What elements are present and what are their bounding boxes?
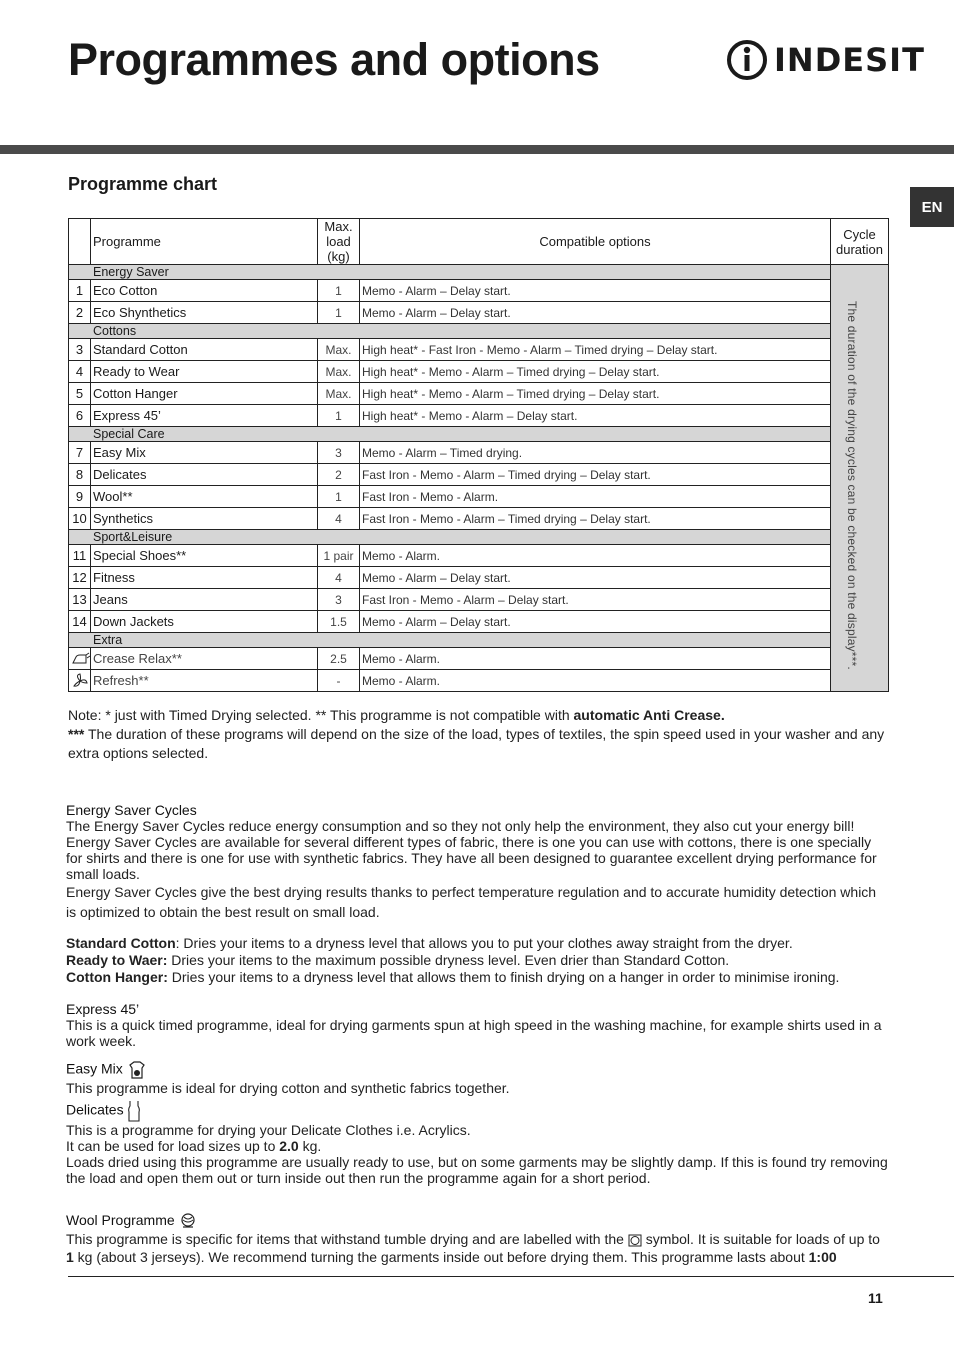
cotton-section <box>66 935 888 986</box>
row-options: Memo - Alarm – Delay start. <box>360 567 831 589</box>
row-options: High heat* - Fast Iron - Memo - Alarm – Timed drying – Delay start. <box>360 339 831 361</box>
table-row <box>69 589 889 611</box>
cotton-text: : Dries your items to a dryness level that allows you to put your clothes away straight from the dryer. <box>175 935 793 951</box>
row-load: 3 <box>318 442 360 464</box>
cotton-line <box>66 969 888 986</box>
group-row <box>69 265 889 280</box>
header-max-load: Max. load (kg) <box>318 219 360 265</box>
group-row <box>69 633 889 648</box>
row-options: Fast Iron - Memo - Alarm – Delay start. <box>360 589 831 611</box>
delicates-l2b: 2.0 <box>279 1138 299 1154</box>
table-row <box>69 339 889 361</box>
row-number: 10 <box>69 508 91 530</box>
row-programme: Crease Relax** <box>91 648 318 670</box>
row-load: 1.5 <box>318 611 360 633</box>
cotton-label: Cotton Hanger: <box>66 969 168 985</box>
row-number: 14 <box>69 611 91 633</box>
row-programme: Eco Shynthetics <box>91 302 318 324</box>
language-tab: EN <box>910 187 954 227</box>
row-load: 1 pair <box>318 545 360 567</box>
table-row <box>69 486 889 508</box>
group-label: Special Care <box>69 427 831 442</box>
row-options: Memo - Alarm. <box>360 545 831 567</box>
row-options: Fast Iron - Memo - Alarm – Timed drying – Delay start. <box>360 508 831 530</box>
row-programme: Eco Cotton <box>91 280 318 302</box>
iron-icon <box>69 648 91 670</box>
easymix-heading: Easy Mix <box>66 1060 123 1077</box>
row-number: 2 <box>69 302 91 324</box>
table-note <box>68 706 888 763</box>
row-number: 12 <box>69 567 91 589</box>
row-load: 2.5 <box>318 648 360 670</box>
table-row <box>69 383 889 405</box>
energy-p3: Energy Saver Cycles give the best drying results thanks to perfect temperature regulation and to accurate humidity detection which is optimized to obtain the best result on small load. <box>66 884 877 920</box>
row-load: Max. <box>318 383 360 405</box>
row-number: 8 <box>69 464 91 486</box>
row-number: 1 <box>69 280 91 302</box>
row-programme: Wool** <box>91 486 318 508</box>
group-row <box>69 427 889 442</box>
row-number: 7 <box>69 442 91 464</box>
express-heading: Express 45’ <box>66 1001 140 1017</box>
table-row <box>69 464 889 486</box>
note-text-2: The duration of these programs will depend on the size of the load, types of textiles, the spin speed used in your washer and any extra options selected. <box>68 726 885 761</box>
cotton-text: Dries your items to a dryness level that allows them to finish drying on a hanger in order to minimise ironing. <box>167 969 840 985</box>
easy-mix-icon <box>127 1060 147 1080</box>
delicates-l2a: It can be used for load sizes up to <box>66 1138 280 1154</box>
duration-note: The duration of the drying cycles can be checked on the display***. <box>845 301 859 670</box>
wool-heading: Wool Programme <box>66 1212 175 1228</box>
wool-t1: This programme is specific for items that withstand tumble drying and are labelled with the <box>66 1231 628 1248</box>
delicates-heading: Delicates <box>66 1101 124 1118</box>
wool-t5: 1:00 <box>808 1249 837 1266</box>
indesit-logo-icon <box>726 39 768 81</box>
table-header-row <box>69 219 889 265</box>
table-row <box>69 405 889 427</box>
fan-icon <box>69 670 91 692</box>
delicates-l3: Loads dried using this programme are usually ready to use, but on some garments may be slightly damp. If this is found try removing the load and open them out or turn inside out then run the programme again for a short period. <box>66 1154 888 1186</box>
row-programme: Ready to Wear <box>91 361 318 383</box>
row-programme: Synthetics <box>91 508 318 530</box>
note-text: : * just with Timed Drying selected. ** This programme is not compatible with <box>97 707 574 723</box>
note-line-1 <box>68 706 888 725</box>
row-load: Max. <box>318 361 360 383</box>
duration-cell <box>831 265 889 692</box>
row-options: Fast Iron - Memo - Alarm – Timed drying – Delay start. <box>360 464 831 486</box>
row-options: Memo - Alarm – Timed drying. <box>360 442 831 464</box>
brand-name: INDESIT <box>774 41 925 79</box>
row-programme: Express 45’ <box>91 405 318 427</box>
row-options: Memo - Alarm. <box>360 670 831 692</box>
row-load: 4 <box>318 567 360 589</box>
table-row <box>69 508 889 530</box>
row-load: 1 <box>318 280 360 302</box>
row-load: 1 <box>318 486 360 508</box>
table-row <box>69 567 889 589</box>
energy-heading: Energy Saver Cycles <box>66 802 197 818</box>
wool-heading-line <box>66 1211 888 1230</box>
group-row <box>69 530 889 545</box>
group-label: Energy Saver <box>69 265 831 280</box>
cotton-label: Ready to Waer: <box>66 952 168 968</box>
table-row <box>69 280 889 302</box>
group-row <box>69 324 889 339</box>
row-number: 6 <box>69 405 91 427</box>
row-load: Max. <box>318 339 360 361</box>
row-load: 1 <box>318 302 360 324</box>
tumble-dry-symbol-icon <box>628 1234 642 1247</box>
table-row <box>69 442 889 464</box>
row-load: 4 <box>318 508 360 530</box>
wool-t2: symbol. It is suitable for loads of up to <box>641 1231 880 1248</box>
header-duration: Cycle duration <box>831 219 889 265</box>
row-programme: Delicates <box>91 464 318 486</box>
easymix-text: This programme is ideal for drying cotton and synthetic fabrics together. <box>66 1080 510 1096</box>
wool-t4: kg (about 3 jerseys). We recommend turning the garments inside out before drying them. This programme lasts about <box>73 1249 809 1266</box>
header-divider <box>0 145 954 154</box>
row-programme: Jeans <box>91 589 318 611</box>
cotton-label: Standard Cotton <box>66 935 176 951</box>
row-options: Fast Iron - Memo - Alarm. <box>360 486 831 508</box>
wool-text <box>66 1230 888 1266</box>
header-programme: Programme <box>91 219 318 265</box>
footer-divider <box>68 1276 954 1277</box>
table-row <box>69 648 889 670</box>
row-programme: Refresh** <box>91 670 318 692</box>
row-options: High heat* - Memo - Alarm – Delay start. <box>360 405 831 427</box>
note-bold: automatic Anti Crease. <box>573 707 725 723</box>
delicates-section <box>66 1100 888 1186</box>
table-row <box>69 545 889 567</box>
energy-p1: The Energy Saver Cycles reduce energy consumption and so they not only help the environment, they also cut your energy bill! <box>66 818 855 834</box>
row-number: 4 <box>69 361 91 383</box>
table-row <box>69 611 889 633</box>
page-title: Programmes and options <box>68 34 600 85</box>
row-number: 5 <box>69 383 91 405</box>
express-section <box>66 1001 888 1049</box>
group-label: Cottons <box>69 324 831 339</box>
delicates-heading-line <box>66 1100 888 1122</box>
easymix-heading-line <box>66 1060 888 1080</box>
row-programme: Special Shoes** <box>91 545 318 567</box>
row-load: - <box>318 670 360 692</box>
group-label: Extra <box>69 633 831 648</box>
row-load: 2 <box>318 464 360 486</box>
note-stars: *** <box>68 726 85 742</box>
row-programme: Down Jackets <box>91 611 318 633</box>
row-options: Memo - Alarm – Delay start. <box>360 611 831 633</box>
table-row <box>69 361 889 383</box>
delicates-l2 <box>66 1138 888 1154</box>
row-options: Memo - Alarm – Delay start. <box>360 302 831 324</box>
wool-icon <box>179 1212 197 1230</box>
table-row <box>69 302 889 324</box>
delicates-icon <box>127 1100 141 1122</box>
row-load: 1 <box>318 405 360 427</box>
section-title: Programme chart <box>68 174 218 194</box>
row-number: 9 <box>69 486 91 508</box>
row-options: Memo - Alarm – Delay start. <box>360 280 831 302</box>
delicates-l2c: kg. <box>298 1138 322 1154</box>
wool-t3: 1 <box>66 1249 74 1266</box>
row-options: Memo - Alarm. <box>360 648 831 670</box>
cotton-text: Dries your items to the maximum possible dryness level. Even drier than Standard Cotton. <box>167 952 730 968</box>
row-programme: Fitness <box>91 567 318 589</box>
energy-p2: Energy Saver Cycles are available for several different types of fabric, there is one you can use with cottons, there is one specially for shirts and there is one for use with synthetic fabrics. They have all been designed to guarantee excellent drying performance for small loads. <box>66 834 877 882</box>
row-number: 13 <box>69 589 91 611</box>
row-load: 3 <box>318 589 360 611</box>
row-programme: Easy Mix <box>91 442 318 464</box>
row-number: 3 <box>69 339 91 361</box>
page-number: 11 <box>868 1290 883 1306</box>
row-programme: Standard Cotton <box>91 339 318 361</box>
easymix-section <box>66 1060 888 1096</box>
brand-logo <box>726 40 925 80</box>
header-num <box>69 219 91 265</box>
cotton-line <box>66 935 888 952</box>
express-text: This is a quick timed programme, ideal for drying garments spun at high speed in the washing machine, for example shirts used in a work week. <box>66 1017 882 1049</box>
row-programme: Cotton Hanger <box>91 383 318 405</box>
programme-chart <box>68 218 889 692</box>
group-label: Sport&Leisure <box>69 530 831 545</box>
note-line-2 <box>68 725 888 763</box>
cotton-line <box>66 952 888 969</box>
row-options: High heat* - Memo - Alarm – Timed drying – Delay start. <box>360 383 831 405</box>
note-label: Note <box>68 707 98 723</box>
row-number: 11 <box>69 545 91 567</box>
energy-saver-section <box>66 802 888 922</box>
header-options: Compatible options <box>360 219 831 265</box>
wool-section <box>66 1211 888 1266</box>
table-row <box>69 670 889 692</box>
row-options: High heat* - Memo - Alarm – Timed drying – Delay start. <box>360 361 831 383</box>
delicates-l1: This is a programme for drying your Delicate Clothes i.e. Acrylics. <box>66 1122 471 1138</box>
